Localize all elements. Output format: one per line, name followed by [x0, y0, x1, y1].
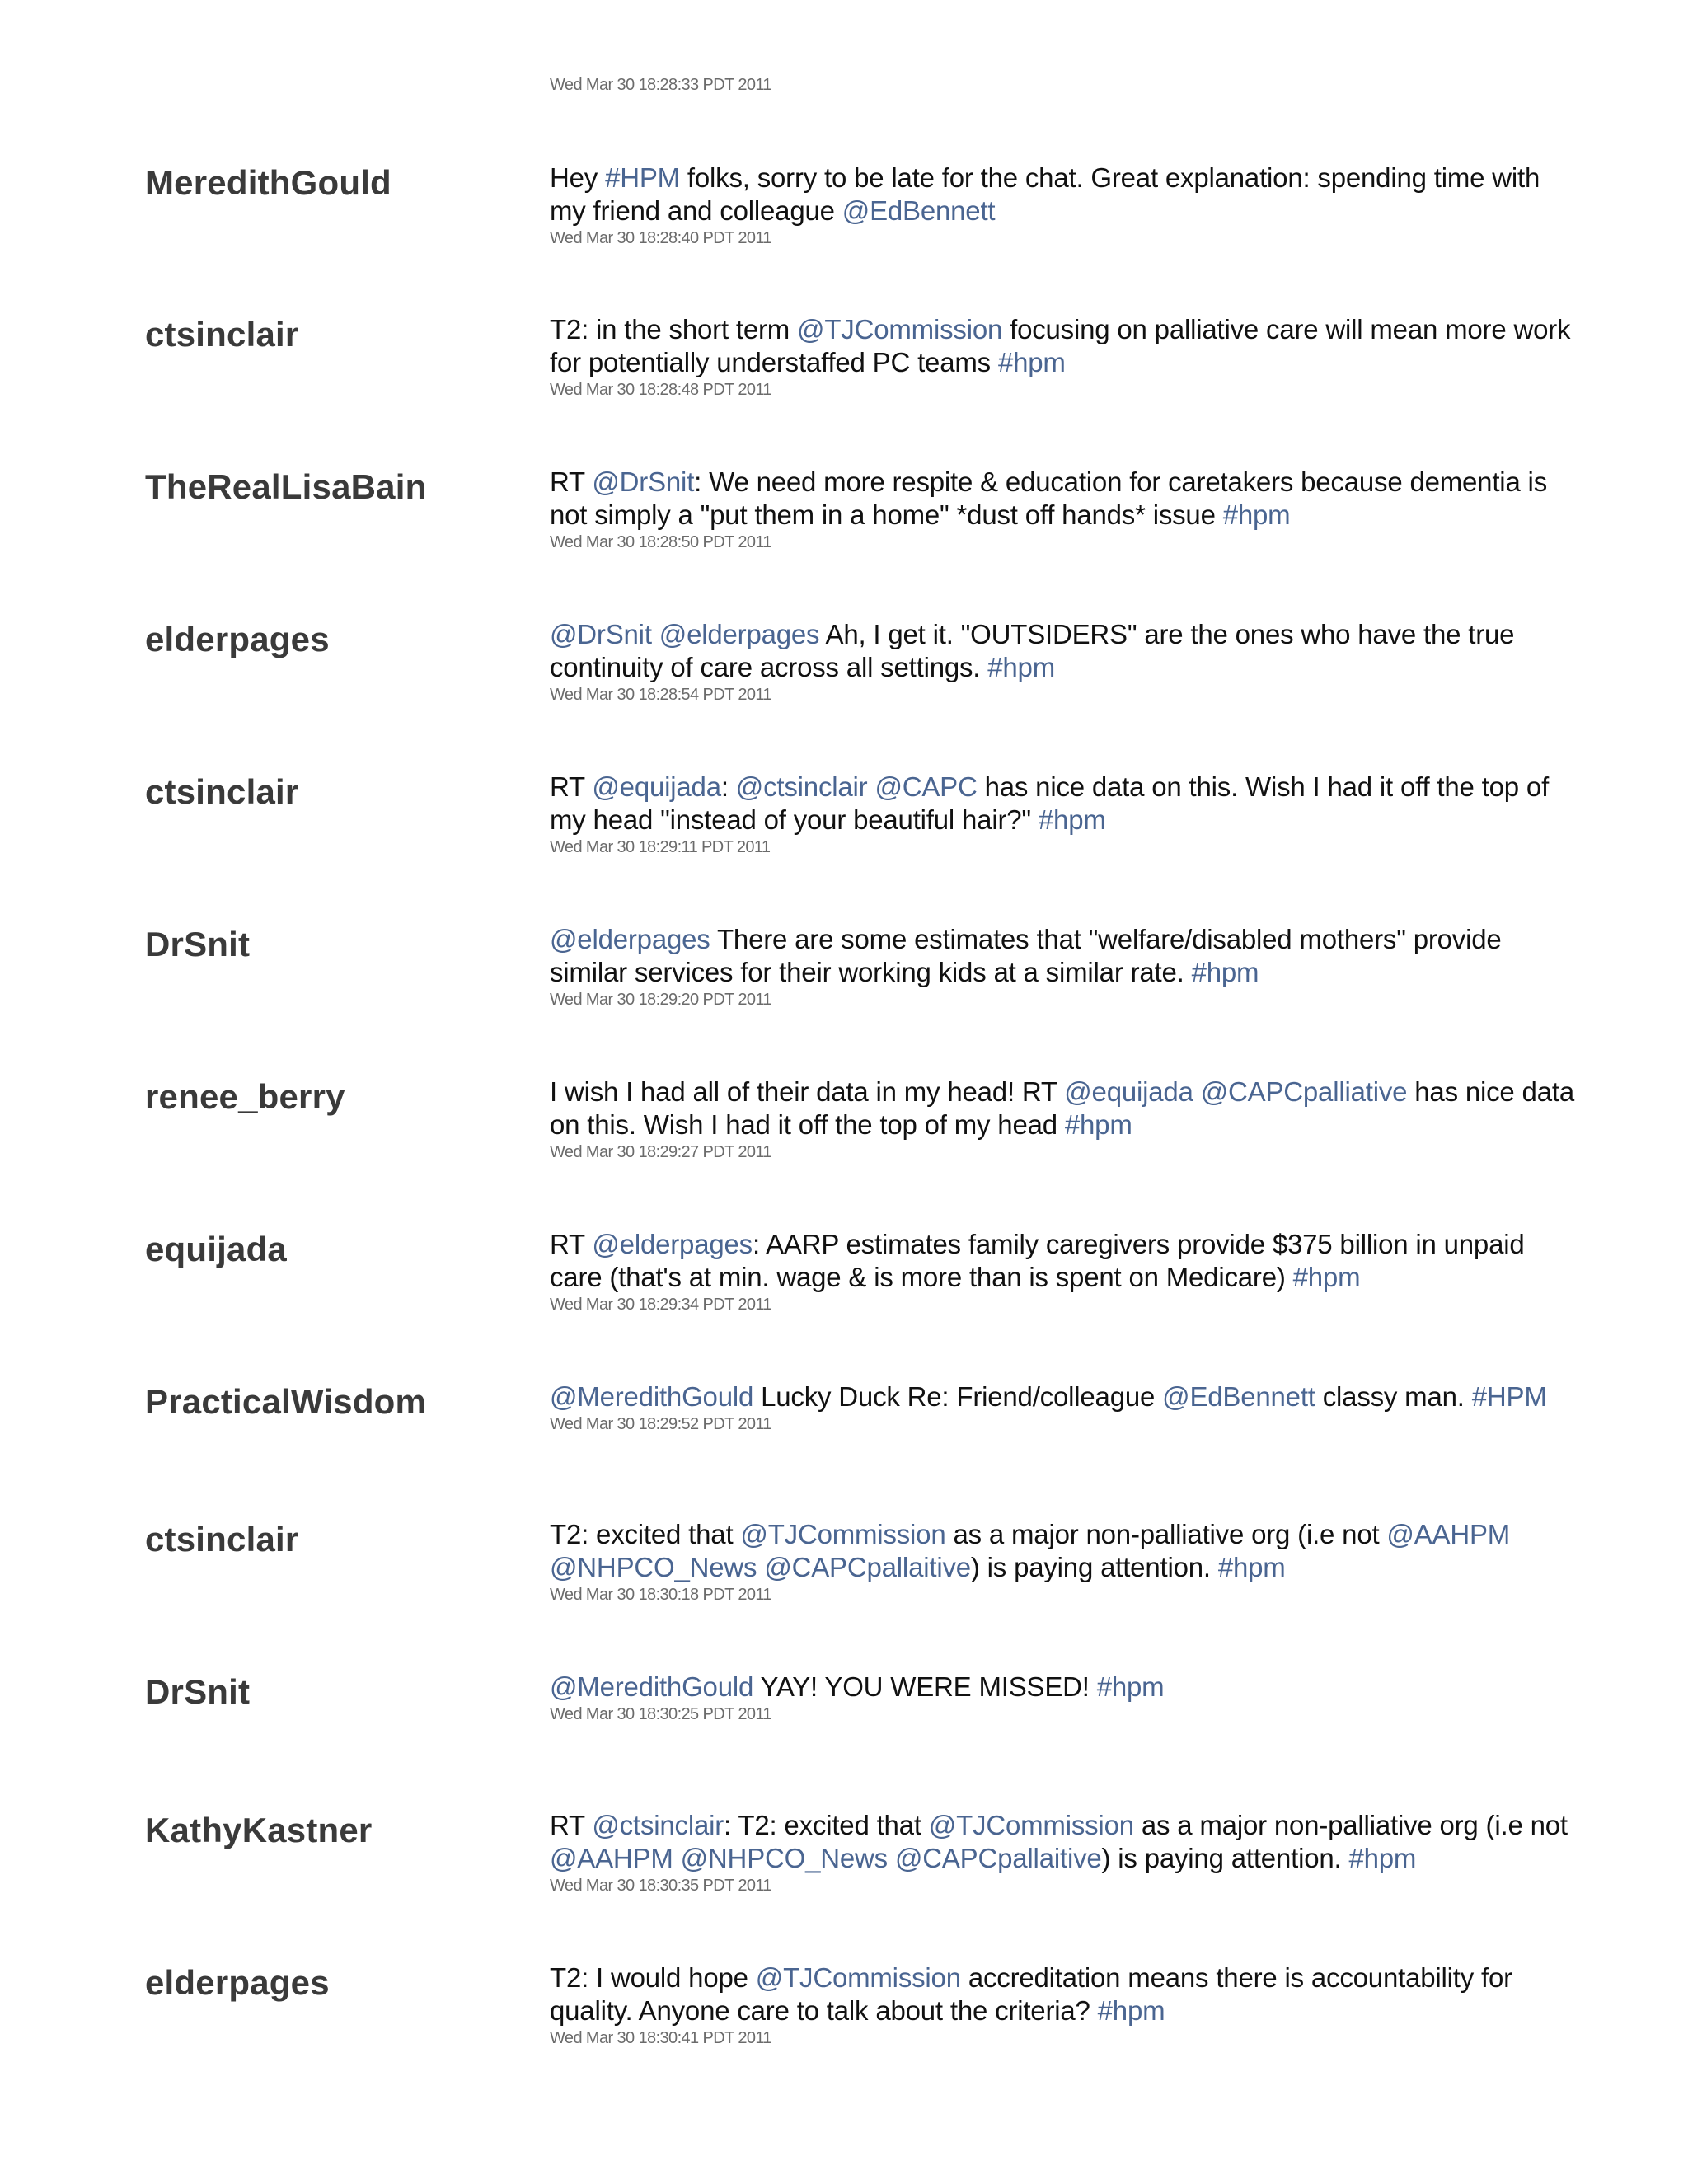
tweet-message [550, 923, 1580, 1010]
tweet-text [550, 313, 1580, 379]
mention-link[interactable]: @ctsinclair [592, 1810, 724, 1840]
tweet-text [550, 1228, 1580, 1294]
mention-link[interactable]: @CAPCpallaitive [894, 1843, 1102, 1873]
tweet-text-segment: Ah, I get it. "OUTSIDERS" are the ones who have the true continuity of care across all settings. [550, 619, 1515, 682]
tweet-text [550, 1809, 1580, 1875]
tweet-username[interactable]: ctsinclair [145, 1520, 299, 1558]
tweet-timestamp: Wed Mar 30 18:30:41 PDT 2011 [550, 2029, 771, 2047]
tweet-text [550, 466, 1580, 532]
mention-link[interactable]: @MeredithGould [550, 1381, 754, 1412]
hashtag-link[interactable]: #hpm [1064, 1109, 1132, 1140]
tweet-timestamp: Wed Mar 30 18:30:18 PDT 2011 [550, 1586, 771, 1604]
mention-link[interactable]: @ctsinclair [735, 771, 868, 802]
tweet-text-segment: Lucky Duck Re: Friend/colleague [753, 1381, 1163, 1412]
tweet-text-segment: : T2: excited that [724, 1810, 929, 1840]
tweet-message [550, 1076, 1580, 1162]
tweet-text [550, 162, 1580, 227]
tweet-text-segment: There are some estimates that "welfare/disabled mothers" provide similar services for their working kids at a similar rate. [550, 924, 1502, 987]
tweet-text [550, 1518, 1580, 1584]
tweet-username[interactable]: TheRealLisaBain [145, 467, 427, 506]
mention-link[interactable]: @elderpages [659, 619, 820, 649]
mention-link[interactable]: @equijada [592, 771, 721, 802]
tweet-text-segment [888, 1843, 895, 1873]
mention-link[interactable]: @AAHPM [1386, 1519, 1511, 1549]
mention-link[interactable]: @EdBennett [842, 195, 996, 226]
tweet-text-segment: Hey [550, 162, 606, 193]
mention-link[interactable]: @TJCommission [797, 314, 1003, 344]
hashtag-link[interactable]: #hpm [987, 652, 1055, 682]
tweet-text-segment [757, 1552, 764, 1582]
mention-link[interactable]: @AAHPM [550, 1843, 673, 1873]
tweet-message [550, 1671, 1580, 1724]
tweet-username[interactable]: elderpages [145, 620, 330, 658]
tweet-text-segment: T2: I would hope [550, 1962, 756, 1993]
hashtag-link[interactable]: #hpm [1222, 499, 1291, 530]
tweet-username[interactable]: KathyKastner [145, 1811, 373, 1849]
tweet-text-segment: accreditation means there is accountability for quality. Anyone care to talk about the criteria? [550, 1962, 1512, 2026]
mention-link[interactable]: @DrSnit [592, 466, 695, 497]
mention-link[interactable]: @EdBennett [1162, 1381, 1315, 1412]
tweet-username[interactable]: renee_berry [145, 1077, 345, 1116]
tweet-timestamp: Wed Mar 30 18:28:54 PDT 2011 [550, 686, 771, 704]
tweet-message [550, 313, 1580, 400]
tweet-timestamp-top: Wed Mar 30 18:28:33 PDT 2011 [550, 76, 771, 94]
tweet-text-segment: RT [550, 1810, 593, 1840]
mention-link[interactable]: @NHPCO_News [550, 1552, 757, 1582]
hashtag-link[interactable]: #HPM [605, 162, 680, 193]
tweet-text-segment: as a major non-palliative org (i.e not [945, 1519, 1387, 1549]
tweet-timestamp: Wed Mar 30 18:29:11 PDT 2011 [550, 838, 771, 856]
tweet-text-segment: : [720, 771, 736, 802]
tweet-timestamp: Wed Mar 30 18:28:40 PDT 2011 [550, 229, 771, 247]
tweet-text [550, 1380, 1580, 1413]
tweet-text-segment: : AARP estimates family caregivers provide $375 billion in unpaid care (that's at min. wage & is more than is spent on Medicare) [550, 1229, 1525, 1292]
tweet-message [550, 1518, 1580, 1605]
tweet-text [550, 771, 1580, 837]
tweet-username[interactable]: PracticalWisdom [145, 1382, 427, 1421]
mention-link[interactable]: @TJCommission [755, 1962, 961, 1993]
tweet-message [550, 1380, 1580, 1434]
hashtag-link[interactable]: #hpm [1097, 1995, 1165, 2026]
tweet-text-segment: has nice data on this. Wish I had it off the top of my head "instead of your beautiful hair?" [550, 771, 1550, 835]
tweet-timestamp: Wed Mar 30 18:29:20 PDT 2011 [550, 991, 771, 1009]
hashtag-link[interactable]: #hpm [1191, 957, 1259, 987]
tweet-message [550, 162, 1580, 248]
hashtag-link[interactable]: #hpm [1292, 1262, 1361, 1292]
mention-link[interactable]: @CAPCpallaitive [764, 1552, 971, 1582]
tweet-text-segment: T2: excited that [550, 1519, 741, 1549]
tweet-timestamp: Wed Mar 30 18:30:25 PDT 2011 [550, 1705, 771, 1723]
mention-link[interactable]: @CAPC [874, 771, 978, 802]
tweet-username[interactable]: equijada [145, 1230, 287, 1268]
hashtag-link[interactable]: #hpm [1038, 804, 1106, 835]
tweet-text-segment: as a major non-palliative org (i.e not [1133, 1810, 1568, 1840]
tweet-username[interactable]: ctsinclair [145, 772, 299, 811]
tweet-username[interactable]: DrSnit [145, 925, 251, 963]
hashtag-link[interactable]: #hpm [1096, 1671, 1165, 1702]
tweet-text-segment [652, 619, 659, 649]
tweet-text [550, 1961, 1580, 2027]
tweet-text [550, 923, 1580, 989]
hashtag-link[interactable]: #HPM [1471, 1381, 1547, 1412]
tweet-message [550, 1961, 1580, 2048]
tweet-message [550, 618, 1580, 705]
mention-link[interactable]: @TJCommission [740, 1519, 946, 1549]
tweet-text-segment: has nice data on this. Wish I had it off the top of my head [550, 1076, 1574, 1140]
tweet-text-segment: RT [550, 1229, 593, 1259]
mention-link[interactable]: @equijada [1064, 1076, 1193, 1107]
tweet-username[interactable]: MeredithGould [145, 163, 392, 202]
tweet-username[interactable]: elderpages [145, 1963, 330, 2002]
tweet-text [550, 618, 1580, 684]
tweet-text-segment: I wish I had all of their data in my head! RT [550, 1076, 1065, 1107]
mention-link[interactable]: @elderpages [592, 1229, 753, 1259]
tweet-timestamp: Wed Mar 30 18:29:27 PDT 2011 [550, 1143, 771, 1161]
tweet-text-segment [673, 1843, 681, 1873]
tweet-timestamp: Wed Mar 30 18:30:35 PDT 2011 [550, 1877, 771, 1895]
tweet-timestamp: Wed Mar 30 18:28:48 PDT 2011 [550, 381, 771, 399]
tweet-text-segment: T2: in the short term [550, 314, 798, 344]
tweet-text-segment: YAY! YOU WERE MISSED! [753, 1671, 1097, 1702]
tweet-timestamp: Wed Mar 30 18:29:34 PDT 2011 [550, 1296, 771, 1314]
hashtag-link[interactable]: #hpm [997, 347, 1066, 377]
tweet-text-segment: folks, sorry to be late for the chat. Great explanation: spending time with my friend and colleague [550, 162, 1540, 226]
tweet-text-segment: ) is paying attention. [970, 1552, 1218, 1582]
tweet-text-segment: focusing on palliative care will mean more work for potentially understaffed PC teams [550, 314, 1571, 377]
tweet-text-segment: ) is paying attention. [1101, 1843, 1349, 1873]
tweet-message [550, 1228, 1580, 1315]
hashtag-link[interactable]: #hpm [1217, 1552, 1286, 1582]
tweet-message [550, 466, 1580, 552]
hashtag-link[interactable]: #hpm [1348, 1843, 1417, 1873]
tweet-text-segment: classy man. [1315, 1381, 1472, 1412]
mention-link[interactable]: @MeredithGould [550, 1671, 754, 1702]
mention-link[interactable]: @TJCommission [928, 1810, 1134, 1840]
mention-link[interactable]: @CAPCpalliative [1200, 1076, 1408, 1107]
mention-link[interactable]: @DrSnit [550, 619, 652, 649]
tweet-timestamp: Wed Mar 30 18:28:50 PDT 2011 [550, 533, 771, 551]
tweet-text-segment: : We need more respite & education for caretakers because dementia is not simply a "put them in a home" *dust off hands* issue [550, 466, 1547, 530]
tweet-message [550, 1809, 1580, 1896]
tweet-timestamp: Wed Mar 30 18:29:52 PDT 2011 [550, 1415, 771, 1433]
tweet-text-segment [1193, 1076, 1201, 1107]
mention-link[interactable]: @elderpages [550, 924, 710, 954]
tweet-message [550, 771, 1580, 857]
tweet-text-segment: RT [550, 466, 593, 497]
tweet-text [550, 1076, 1580, 1141]
tweet-username[interactable]: DrSnit [145, 1672, 251, 1711]
mention-link[interactable]: @NHPCO_News [680, 1843, 888, 1873]
tweet-text [550, 1671, 1580, 1704]
tweet-text-segment: RT [550, 771, 593, 802]
tweet-username[interactable]: ctsinclair [145, 315, 299, 354]
